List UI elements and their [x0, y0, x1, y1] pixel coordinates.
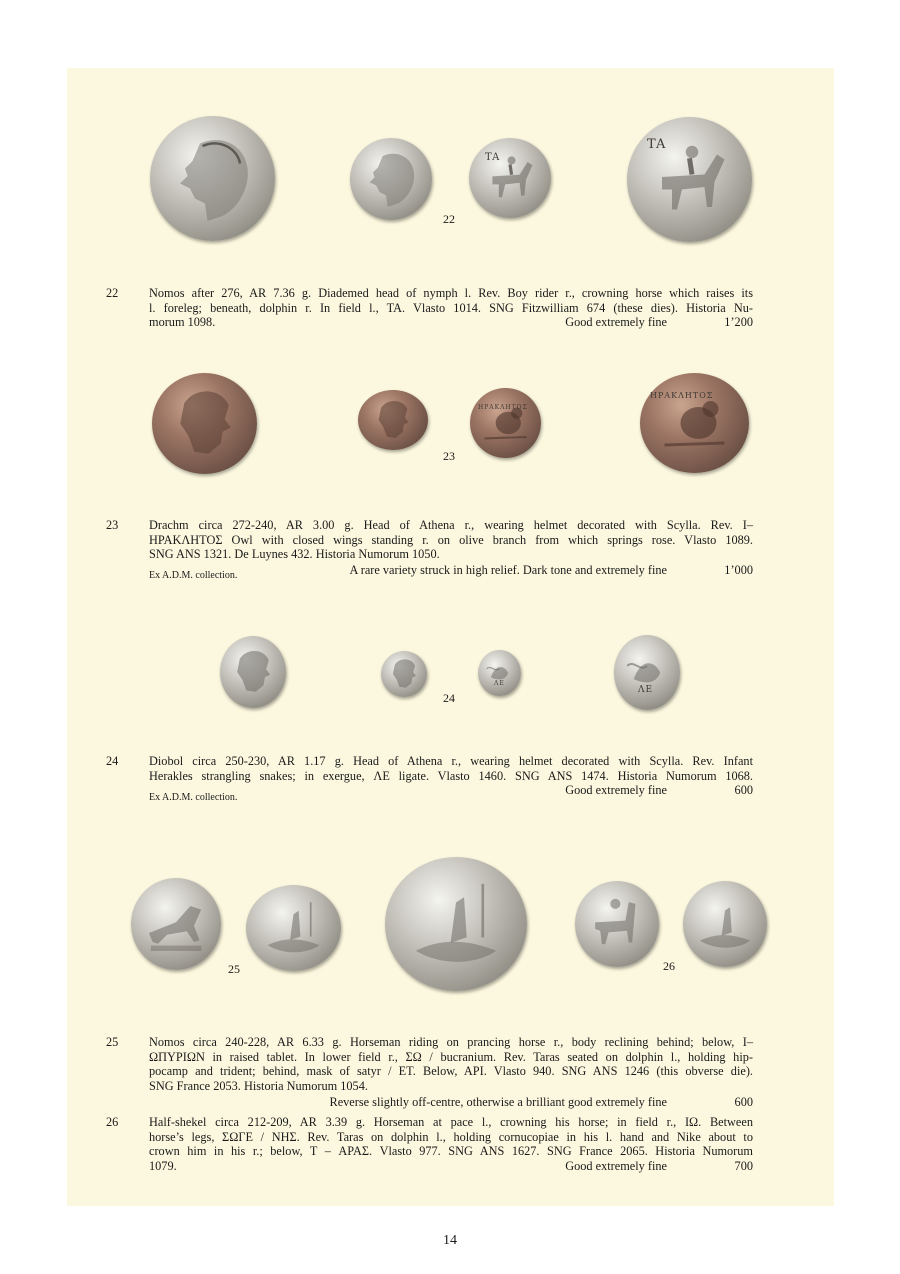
herakles-snakes-icon [614, 635, 680, 710]
lot-26-image-label: 26 [663, 959, 675, 973]
taras-on-dolphin-icon [385, 857, 527, 991]
grade: Reverse slightly off-centre, otherwise a brilliant good extremely fine [329, 1095, 667, 1109]
lot-24-reverse-coin [478, 650, 521, 696]
lot-24-entry [106, 754, 756, 786]
grade: A rare variety struck in high relief. Dark tone and extremely fine [349, 563, 667, 577]
description-line: Nomos after 276, AR 7.36 g. Diademed head of nymph l. Rev. Boy rider r., crowning horse which raises its [149, 286, 753, 300]
description-line: Nomos circa 240-228, AR 6.33 g. Horseman riding on prancing horse r., body reclining behind; below, I– [149, 1035, 753, 1049]
page-number: 14 [443, 1233, 457, 1248]
description-line: pocamp and trident; behind, mask of satyr / ET. Below, API. Vlasto 940. SNG ANS 1246 (this obverse die). [149, 1064, 753, 1079]
owl-icon [640, 373, 749, 473]
coin-legend: TA [647, 137, 667, 152]
lot-number: 23 [106, 518, 119, 532]
description-line: morum 1098. [149, 315, 216, 330]
lot-22-valuation [149, 315, 753, 330]
price: 1’200 [724, 315, 753, 329]
herakles-snakes-icon [478, 650, 521, 696]
lot-26-valuation [149, 1159, 753, 1174]
lot-23-image-label: 23 [443, 449, 455, 463]
lot-23-reverse-enlarged-coin [640, 373, 749, 473]
description-line: horse’s legs, ΣΩΓΕ / ΝΗΣ. Rev. Taras on dolphin l., holding cornucopiae in his l. hand and Nike about to [149, 1129, 753, 1144]
lot-23-valuation [149, 563, 753, 578]
lot-22-obverse-coin [350, 138, 432, 220]
lot-24-obverse-enlarged-coin [220, 636, 286, 708]
lot-25-entry [106, 1035, 756, 1095]
lot-24-image-label: 24 [443, 691, 455, 705]
athena-head-right-icon [358, 390, 428, 450]
coin-legend: ΗΡΑΚΛΗΤΟΣ [650, 391, 714, 400]
lot-24-valuation [149, 783, 753, 798]
lot-25-reverse-enlarged-coin [385, 857, 527, 991]
lot-22-reverse-coin [469, 138, 551, 218]
description-line: ΗΡΑΚΛΗΤΟΣ Owl with closed wings standing r. on olive branch from which springs rose. Vlasto 1089. [149, 532, 753, 547]
lot-22-obverse-enlarged-coin [150, 116, 275, 241]
lot-23-obverse-coin [358, 390, 428, 450]
coin-legend: ΛΕ [494, 680, 505, 687]
description-line: SNG ANS 1321. De Luynes 432. Historia Numorum 1050. [149, 547, 440, 562]
description-line: ΩΠΥΡΙΩΝ in raised tablet. In lower field r., ΣΩ / bucranium. Rev. Taras seated on dolphin l., holding hip- [149, 1049, 753, 1064]
price: 1’000 [724, 563, 753, 577]
lot-23-entry [106, 518, 756, 564]
taras-on-dolphin-icon [683, 881, 767, 967]
description-line: SNG France 2053. Historia Numorum 1054. [149, 1078, 368, 1093]
description-line: Diobol circa 250-230, AR 1.17 g. Head of Athena r., wearing helmet decorated with Scylla. Rev. Infant [149, 754, 753, 768]
coin-legend: ΗΡΑΚΛΗΤΟΣ [478, 404, 528, 411]
owl-icon [470, 388, 541, 458]
lot-23-obverse-enlarged-coin [152, 373, 257, 474]
lot-number: 24 [106, 754, 119, 768]
grade: Good extremely fine [565, 1159, 667, 1173]
coin-legend: ΛΕ [638, 685, 654, 695]
description-line: Drachm circa 272-240, AR 3.00 g. Head of Athena r., wearing helmet decorated with Scylla. Rev. I– [149, 518, 753, 532]
lot-24-provenance: Ex A.D.M. collection. [149, 792, 238, 803]
lot-23-reverse-coin [470, 388, 541, 458]
lot-25-image-label: 25 [228, 962, 240, 976]
grade: Good extremely fine [565, 315, 667, 329]
lot-22-reverse-enlarged-coin [627, 117, 752, 242]
lot-number: 22 [106, 286, 119, 300]
athena-head-right-icon [152, 373, 257, 474]
lot-number: 26 [106, 1115, 119, 1129]
description-line: Half-shekel circa 212-209, AR 3.39 g. Horseman at pace l., crowning his horse; in field r., ΙΩ. Between [149, 1115, 753, 1129]
lot-25-valuation [149, 1095, 753, 1110]
price: 600 [734, 783, 753, 797]
taras-on-dolphin-icon [246, 885, 341, 971]
lot-24-obverse-coin [381, 651, 427, 697]
lot-22-image-label: 22 [443, 212, 455, 226]
lot-24-reverse-enlarged-coin [614, 635, 680, 710]
horseman-at-pace-icon [575, 881, 659, 967]
lot-23-provenance: Ex A.D.M. collection. [149, 570, 238, 581]
lot-26-obverse-coin [575, 881, 659, 967]
description-line: Herakles strangling snakes; in exergue, ΛΕ ligate. Vlasto 1460. SNG ANS 1474. Historia Numorum 1068. [149, 768, 753, 783]
horseman-prancing-icon [131, 878, 221, 970]
price: 700 [734, 1159, 753, 1173]
horse-rider-right-icon [627, 117, 752, 242]
athena-head-right-icon [220, 636, 286, 708]
description-line: l. foreleg; beneath, dolphin r. In field l., TA. Vlasto 1014. SNG Fitzwilliam 674 (these dies). Historia Nu- [149, 300, 753, 315]
lot-26-reverse-coin [683, 881, 767, 967]
lot-25-obverse-coin [131, 878, 221, 970]
nymph-head-left-icon [350, 138, 432, 220]
description-line: 1079. [149, 1158, 177, 1173]
horse-rider-right-icon [469, 138, 551, 218]
price: 600 [734, 1095, 753, 1109]
grade: Good extremely fine [565, 783, 667, 797]
nymph-head-left-icon [150, 116, 275, 241]
lot-number: 25 [106, 1035, 119, 1049]
description-line: crown him in his r.; below, T – ΑΡΑΣ. Vlasto 977. SNG ANS 1627. SNG France 2065. Historia Numorum [149, 1144, 753, 1159]
athena-head-right-icon [381, 651, 427, 697]
lot-25-reverse-coin [246, 885, 341, 971]
coin-legend: TA [485, 152, 501, 163]
